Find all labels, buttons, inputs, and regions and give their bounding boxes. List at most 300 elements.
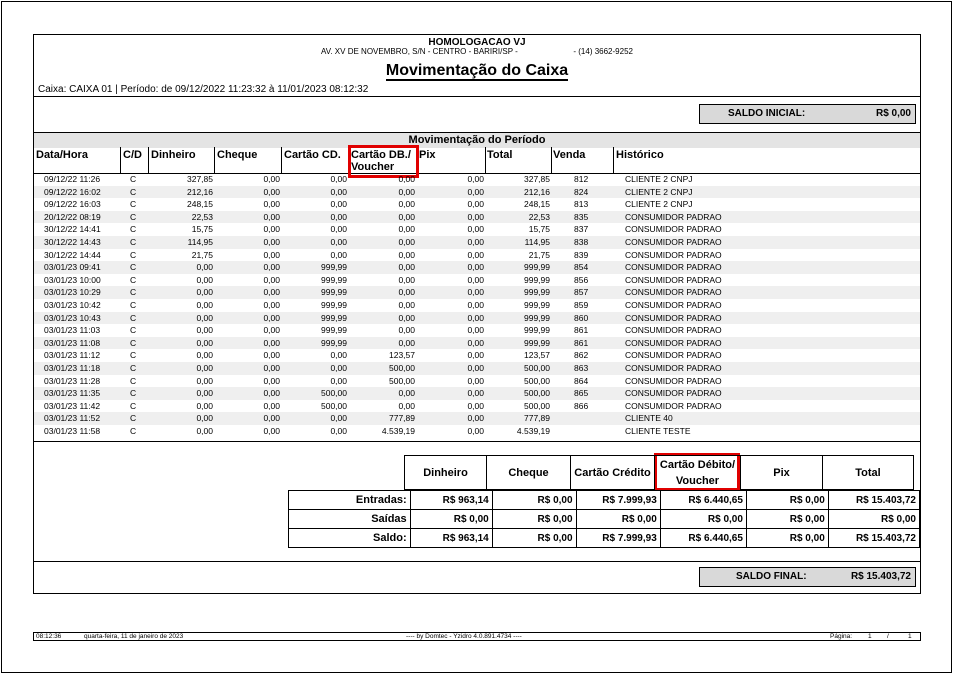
cell-cartao-db: 0,00 — [398, 299, 415, 310]
cell-pix: 0,00 — [467, 262, 484, 273]
cell-dinheiro: 0,00 — [196, 299, 213, 310]
col-header-cartao-cd: Cartão CD. — [284, 149, 341, 161]
cell-historico: CLIENTE 40 — [625, 413, 673, 424]
table-row — [34, 412, 920, 425]
cell-cheque: 0,00 — [263, 413, 280, 424]
cell-venda: 835 — [574, 211, 589, 222]
table-row — [34, 387, 920, 400]
cell-venda: 839 — [574, 249, 589, 260]
cell-dinheiro: 0,00 — [196, 274, 213, 285]
cell-cartao-cd: 999,99 — [321, 287, 347, 298]
cell-total: 114,95 — [524, 236, 550, 247]
cell-datahora: 03/01/23 10:43 — [44, 312, 101, 323]
col-header-historico: Histórico — [616, 149, 664, 161]
cell-cartao-db: 123,57 — [389, 350, 415, 361]
saldo-inicial-label: SALDO INICIAL: — [728, 108, 806, 119]
cell-historico: CLIENTE TESTE — [625, 425, 691, 436]
col-sep — [551, 147, 552, 174]
company-address — [34, 47, 920, 56]
summary-value: R$ 0,00 — [410, 510, 492, 529]
summary-value: R$ 0,00 — [492, 510, 576, 529]
summary-value: R$ 0,00 — [746, 529, 828, 548]
col-header-cartao-db: Cartão DB./ Voucher — [351, 149, 411, 173]
cell-pix: 0,00 — [467, 186, 484, 197]
cell-cartao-cd: 999,99 — [321, 325, 347, 336]
cell-cd: C — [130, 287, 137, 298]
cell-cheque: 0,00 — [263, 274, 280, 285]
phone-text: - (14) 3662-9252 — [573, 47, 633, 56]
cell-cd: C — [130, 362, 137, 373]
cell-cheque: 0,00 — [263, 287, 280, 298]
cell-cartao-db: 0,00 — [398, 325, 415, 336]
cell-total: 15,75 — [528, 224, 550, 235]
cell-cheque: 0,00 — [263, 312, 280, 323]
cell-datahora: 03/01/23 09:41 — [44, 262, 101, 273]
summary-header: Pix — [740, 455, 823, 490]
cell-datahora: 09/12/22 16:03 — [44, 199, 101, 210]
cell-cartao-cd: 999,99 — [321, 274, 347, 285]
summary-value: R$ 0,00 — [660, 510, 746, 529]
cell-cd: C — [130, 174, 137, 184]
cell-venda: 857 — [574, 287, 589, 298]
cell-cheque: 0,00 — [263, 299, 280, 310]
table-row — [34, 299, 920, 312]
cell-historico: CONSUMIDOR PADRAO — [625, 274, 722, 285]
cell-dinheiro: 0,00 — [196, 388, 213, 399]
cell-cd: C — [130, 299, 137, 310]
cell-datahora: 03/01/23 11:12 — [44, 350, 101, 361]
cell-dinheiro: 0,00 — [196, 287, 213, 298]
cell-datahora: 03/01/23 11:35 — [44, 388, 101, 399]
cell-cd: C — [130, 249, 137, 260]
summary-row — [289, 529, 920, 548]
col-header-venda: Venda — [553, 149, 586, 161]
table-row — [34, 400, 920, 413]
summary-row-label: Entradas: — [289, 491, 411, 510]
cell-pix: 0,00 — [467, 425, 484, 436]
cell-venda: 812 — [574, 174, 589, 184]
cell-dinheiro: 21,75 — [191, 249, 213, 260]
cell-venda: 865 — [574, 388, 589, 399]
cell-cartao-db: 0,00 — [398, 236, 415, 247]
cell-cheque: 0,00 — [263, 199, 280, 210]
cell-total: 327,85 — [524, 174, 550, 184]
cell-cheque: 0,00 — [263, 337, 280, 348]
movement-table — [34, 173, 920, 437]
cell-venda: 860 — [574, 312, 589, 323]
report-footer — [33, 632, 921, 641]
cell-cartao-cd: 999,99 — [321, 299, 347, 310]
cell-cheque: 0,00 — [263, 236, 280, 247]
cell-cartao-db: 0,00 — [398, 388, 415, 399]
cell-cd: C — [130, 400, 137, 411]
cell-historico: CONSUMIDOR PADRAO — [625, 211, 722, 222]
cell-dinheiro: 0,00 — [196, 350, 213, 361]
cell-dinheiro: 114,95 — [187, 236, 213, 247]
cell-cartao-cd: 999,99 — [321, 312, 347, 323]
summary-value: R$ 6.440,65 — [660, 529, 746, 548]
summary-value: R$ 15.403,72 — [828, 491, 919, 510]
cell-cheque: 0,00 — [263, 375, 280, 386]
cell-total: 999,99 — [524, 274, 550, 285]
cell-dinheiro: 0,00 — [196, 325, 213, 336]
cell-cheque: 0,00 — [263, 350, 280, 361]
table-row — [34, 362, 920, 375]
col-header-total: Total — [487, 149, 513, 161]
report-frame — [33, 34, 921, 594]
cell-dinheiro: 0,00 — [196, 337, 213, 348]
cell-datahora: 03/01/23 11:18 — [44, 362, 101, 373]
cell-venda: 854 — [574, 262, 589, 273]
cell-cartao-cd: 0,00 — [330, 186, 347, 197]
footer-page-sep: / — [887, 633, 889, 640]
table-row — [34, 249, 920, 262]
col-sep — [281, 147, 282, 174]
cell-pix: 0,00 — [467, 199, 484, 210]
cell-historico: CONSUMIDOR PADRAO — [625, 400, 722, 411]
cell-cartao-cd: 0,00 — [330, 375, 347, 386]
cell-datahora: 03/01/23 11:28 — [44, 375, 101, 386]
cell-cheque: 0,00 — [263, 211, 280, 222]
cell-venda: 824 — [574, 186, 589, 197]
cell-cartao-cd: 0,00 — [330, 199, 347, 210]
col-header-cheque: Cheque — [217, 149, 258, 161]
cell-dinheiro: 0,00 — [196, 262, 213, 273]
footer-time: 08:12:36 — [36, 633, 62, 640]
summary-value: R$ 0,00 — [492, 529, 576, 548]
divider — [34, 96, 920, 97]
cell-historico: CONSUMIDOR PADRAO — [625, 362, 722, 373]
cell-total: 22,53 — [528, 211, 550, 222]
cell-cd: C — [130, 199, 137, 210]
cell-cd: C — [130, 312, 137, 323]
cell-datahora: 30/12/22 14:43 — [44, 236, 101, 247]
cell-venda: 837 — [574, 224, 589, 235]
cell-cartao-db: 0,00 — [398, 262, 415, 273]
cell-historico: CONSUMIDOR PADRAO — [625, 287, 722, 298]
col-sep — [613, 147, 614, 174]
table-row — [34, 211, 920, 224]
cell-historico: CONSUMIDOR PADRAO — [625, 236, 722, 247]
col-sep — [148, 147, 149, 174]
saldo-inicial-box — [699, 104, 916, 124]
cell-cartao-cd: 999,99 — [321, 262, 347, 273]
cell-historico: CONSUMIDOR PADRAO — [625, 350, 722, 361]
cell-cartao-cd: 0,00 — [330, 224, 347, 235]
col-header-datahora: Data/Hora — [36, 149, 88, 161]
cell-cheque: 0,00 — [263, 362, 280, 373]
cell-venda: 863 — [574, 362, 589, 373]
table-row — [34, 312, 920, 325]
cell-total: 21,75 — [528, 249, 550, 260]
cell-dinheiro: 212,16 — [187, 186, 213, 197]
col-sep — [214, 147, 215, 174]
footer-date: quarta-feira, 11 de janeiro de 2023 — [84, 633, 184, 640]
cell-cd: C — [130, 325, 137, 336]
cell-total: 999,99 — [524, 325, 550, 336]
cell-cd: C — [130, 274, 137, 285]
cell-pix: 0,00 — [467, 388, 484, 399]
cell-historico: CONSUMIDOR PADRAO — [625, 312, 722, 323]
cell-cartao-cd: 500,00 — [321, 400, 347, 411]
cell-datahora: 03/01/23 11:08 — [44, 337, 101, 348]
summary-value: R$ 0,00 — [828, 510, 919, 529]
cell-cartao-db: 0,00 — [398, 211, 415, 222]
summary-value: R$ 0,00 — [746, 510, 828, 529]
summary-value: R$ 0,00 — [492, 491, 576, 510]
divider — [34, 441, 920, 442]
footer-page-label: Página: — [830, 633, 853, 640]
cell-datahora: 03/01/23 10:29 — [44, 287, 101, 298]
cell-cheque: 0,00 — [263, 425, 280, 436]
address-text: AV. XV DE NOVEMBRO, S/N - CENTRO - BARIRI/SP - — [321, 47, 518, 56]
cell-datahora: 03/01/23 10:42 — [44, 299, 101, 310]
cell-total: 123,57 — [524, 350, 550, 361]
cell-dinheiro: 248,15 — [187, 199, 213, 210]
cell-cheque: 0,00 — [263, 325, 280, 336]
table-row — [34, 223, 920, 236]
cell-cartao-cd: 999,99 — [321, 337, 347, 348]
table-row — [34, 324, 920, 337]
cell-cartao-cd: 0,00 — [330, 350, 347, 361]
summary-row — [289, 491, 920, 510]
cell-total: 999,99 — [524, 337, 550, 348]
cell-pix: 0,00 — [467, 274, 484, 285]
cell-cd: C — [130, 375, 137, 386]
cell-cartao-db: 0,00 — [398, 199, 415, 210]
col-sep — [485, 147, 486, 174]
footer-page-current: 1 — [868, 633, 872, 640]
divider — [34, 561, 920, 562]
cell-cartao-db: 0,00 — [398, 312, 415, 323]
cell-dinheiro: 15,75 — [191, 224, 213, 235]
cell-venda: 866 — [574, 400, 589, 411]
cell-pix: 0,00 — [467, 312, 484, 323]
cell-total: 999,99 — [524, 312, 550, 323]
saldo-final-label: SALDO FINAL: — [736, 571, 807, 582]
cell-historico: CONSUMIDOR PADRAO — [625, 325, 722, 336]
col-header-pix: Pix — [419, 149, 436, 161]
cell-dinheiro: 0,00 — [196, 375, 213, 386]
cell-cartao-cd: 0,00 — [330, 362, 347, 373]
cell-historico: CONSUMIDOR PADRAO — [625, 375, 722, 386]
cell-cartao-cd: 500,00 — [321, 388, 347, 399]
cell-total: 500,00 — [524, 362, 550, 373]
cell-venda: 813 — [574, 199, 589, 210]
cell-pix: 0,00 — [467, 375, 484, 386]
cell-venda: 862 — [574, 350, 589, 361]
cell-pix: 0,00 — [467, 337, 484, 348]
cell-historico: CLIENTE 2 CNPJ — [625, 174, 693, 184]
cell-total: 999,99 — [524, 262, 550, 273]
cell-cd: C — [130, 388, 137, 399]
cell-datahora: 03/01/23 11:58 — [44, 425, 101, 436]
summary-value: R$ 963,14 — [410, 529, 492, 548]
table-row — [34, 261, 920, 274]
summary-table — [288, 490, 920, 548]
cell-pix: 0,00 — [467, 325, 484, 336]
cell-cartao-db: 0,00 — [398, 249, 415, 260]
cell-cartao-db: 0,00 — [398, 400, 415, 411]
cell-historico: CLIENTE 2 CNPJ — [625, 186, 693, 197]
cell-total: 4.539,19 — [516, 425, 550, 436]
cell-cd: C — [130, 224, 137, 235]
cell-historico: CLIENTE 2 CNPJ — [625, 199, 693, 210]
cell-cd: C — [130, 262, 137, 273]
cell-venda: 861 — [574, 325, 589, 336]
cell-cartao-db: 0,00 — [398, 274, 415, 285]
cell-cd: C — [130, 413, 137, 424]
cell-datahora: 03/01/23 11:42 — [44, 400, 101, 411]
col-sep — [120, 147, 121, 174]
report-title — [34, 62, 920, 80]
cell-cartao-db: 0,00 — [398, 186, 415, 197]
summary-value: R$ 15.403,72 — [828, 529, 919, 548]
saldo-final-value: R$ 15.403,72 — [850, 571, 911, 582]
saldo-final-box — [699, 567, 916, 587]
cell-cd: C — [130, 425, 137, 436]
cell-venda: 864 — [574, 375, 589, 386]
summary-value: R$ 0,00 — [576, 510, 660, 529]
cell-cheque: 0,00 — [263, 262, 280, 273]
table-row — [34, 186, 920, 199]
cell-venda: 859 — [574, 299, 589, 310]
cell-cartao-db: 4.539,19 — [381, 425, 415, 436]
cell-cd: C — [130, 186, 137, 197]
cell-cartao-db: 500,00 — [389, 362, 415, 373]
table-row — [34, 198, 920, 211]
table-row — [34, 286, 920, 299]
cell-pix: 0,00 — [467, 299, 484, 310]
cell-cartao-db: 0,00 — [398, 287, 415, 298]
cell-historico: CONSUMIDOR PADRAO — [625, 388, 722, 399]
table-row — [34, 173, 920, 186]
cell-total: 500,00 — [524, 400, 550, 411]
cell-cd: C — [130, 337, 137, 348]
summary-header: Cheque — [486, 455, 571, 490]
cell-total: 999,99 — [524, 299, 550, 310]
cell-cheque: 0,00 — [263, 174, 280, 184]
cell-datahora: 03/01/23 11:52 — [44, 413, 101, 424]
cell-cd: C — [130, 236, 137, 247]
cell-historico: CONSUMIDOR PADRAO — [625, 249, 722, 260]
cell-datahora: 30/12/22 14:41 — [44, 224, 101, 235]
cell-datahora: 09/12/22 11:26 — [44, 174, 101, 184]
cell-cheque: 0,00 — [263, 186, 280, 197]
table-row — [34, 349, 920, 362]
cell-venda: 856 — [574, 274, 589, 285]
cell-venda: 861 — [574, 337, 589, 348]
cell-historico: CONSUMIDOR PADRAO — [625, 337, 722, 348]
cell-cd: C — [130, 211, 137, 222]
cell-pix: 0,00 — [467, 362, 484, 373]
cell-total: 248,15 — [524, 199, 550, 210]
cell-datahora: 20/12/22 08:19 — [44, 211, 101, 222]
cell-dinheiro: 327,85 — [187, 174, 213, 184]
company-name: HOMOLOGACAO VJ — [428, 37, 526, 48]
cell-dinheiro: 0,00 — [196, 425, 213, 436]
saldo-inicial-value: R$ 0,00 — [875, 108, 911, 119]
cell-cartao-db: 0,00 — [398, 337, 415, 348]
cell-total: 212,16 — [524, 186, 550, 197]
table-row — [34, 236, 920, 249]
summary-header: Cartão Crédito — [570, 455, 655, 490]
summary-value: R$ 6.440,65 — [660, 491, 746, 510]
summary-value: R$ 7.999,93 — [576, 491, 660, 510]
cell-cheque: 0,00 — [263, 224, 280, 235]
table-row — [34, 425, 920, 438]
table-row — [34, 274, 920, 287]
cell-cartao-cd: 0,00 — [330, 425, 347, 436]
report-title-text: Movimentação do Caixa — [385, 62, 569, 79]
cell-dinheiro: 0,00 — [196, 362, 213, 373]
cell-pix: 0,00 — [467, 211, 484, 222]
cell-dinheiro: 0,00 — [196, 312, 213, 323]
cell-pix: 0,00 — [467, 413, 484, 424]
cell-pix: 0,00 — [467, 174, 484, 184]
cell-cartao-cd: 0,00 — [330, 236, 347, 247]
cell-pix: 0,00 — [467, 400, 484, 411]
cell-pix: 0,00 — [467, 236, 484, 247]
summary-row-label: Saídas — [289, 510, 411, 529]
cell-total: 999,99 — [524, 287, 550, 298]
cell-historico: CONSUMIDOR PADRAO — [625, 262, 722, 273]
summary-header: Dinheiro — [404, 455, 487, 490]
cell-cartao-cd: 0,00 — [330, 413, 347, 424]
cell-cheque: 0,00 — [263, 388, 280, 399]
cell-venda: 838 — [574, 236, 589, 247]
footer-credits: ---- by Domtec - Yzidro 4.0.891.4734 ---- — [406, 633, 522, 640]
cell-pix: 0,00 — [467, 350, 484, 361]
cell-total: 500,00 — [524, 375, 550, 386]
cell-cheque: 0,00 — [263, 249, 280, 260]
cell-cartao-cd: 0,00 — [330, 174, 347, 184]
summary-value: R$ 7.999,93 — [576, 529, 660, 548]
cell-historico: CONSUMIDOR PADRAO — [625, 299, 722, 310]
cell-pix: 0,00 — [467, 249, 484, 260]
cell-total: 500,00 — [524, 388, 550, 399]
summary-header: Total — [822, 455, 914, 490]
cell-cartao-cd: 0,00 — [330, 211, 347, 222]
cell-historico: CONSUMIDOR PADRAO — [625, 224, 722, 235]
caixa-info: Caixa: CAIXA 01 | Período: de 09/12/2022 11:23:32 à 11/01/2023 08:12:32 — [38, 84, 369, 95]
table-row — [34, 375, 920, 388]
cell-pix: 0,00 — [467, 224, 484, 235]
cell-cartao-db: 0,00 — [398, 174, 415, 184]
cell-dinheiro: 22,53 — [191, 211, 213, 222]
summary-value: R$ 963,14 — [410, 491, 492, 510]
summary-row-label: Saldo: — [289, 529, 411, 548]
footer-page-total: 1 — [908, 633, 912, 640]
cell-dinheiro: 0,00 — [196, 400, 213, 411]
summary-row — [289, 510, 920, 529]
summary-value: R$ 0,00 — [746, 491, 828, 510]
table-row — [34, 337, 920, 350]
cell-dinheiro: 0,00 — [196, 413, 213, 424]
cell-datahora: 03/01/23 10:00 — [44, 274, 101, 285]
cell-cartao-db: 777,89 — [389, 413, 415, 424]
cell-cd: C — [130, 350, 137, 361]
cell-cartao-db: 500,00 — [389, 375, 415, 386]
cell-cartao-cd: 0,00 — [330, 249, 347, 260]
summary-header: Cartão Débito/ Voucher — [654, 455, 741, 491]
cell-total: 777,89 — [524, 413, 550, 424]
cell-datahora: 30/12/22 14:44 — [44, 249, 101, 260]
cell-cheque: 0,00 — [263, 400, 280, 411]
cell-datahora: 09/12/22 16:02 — [44, 186, 101, 197]
col-header-dinheiro: Dinheiro — [151, 149, 196, 161]
cell-pix: 0,00 — [467, 287, 484, 298]
